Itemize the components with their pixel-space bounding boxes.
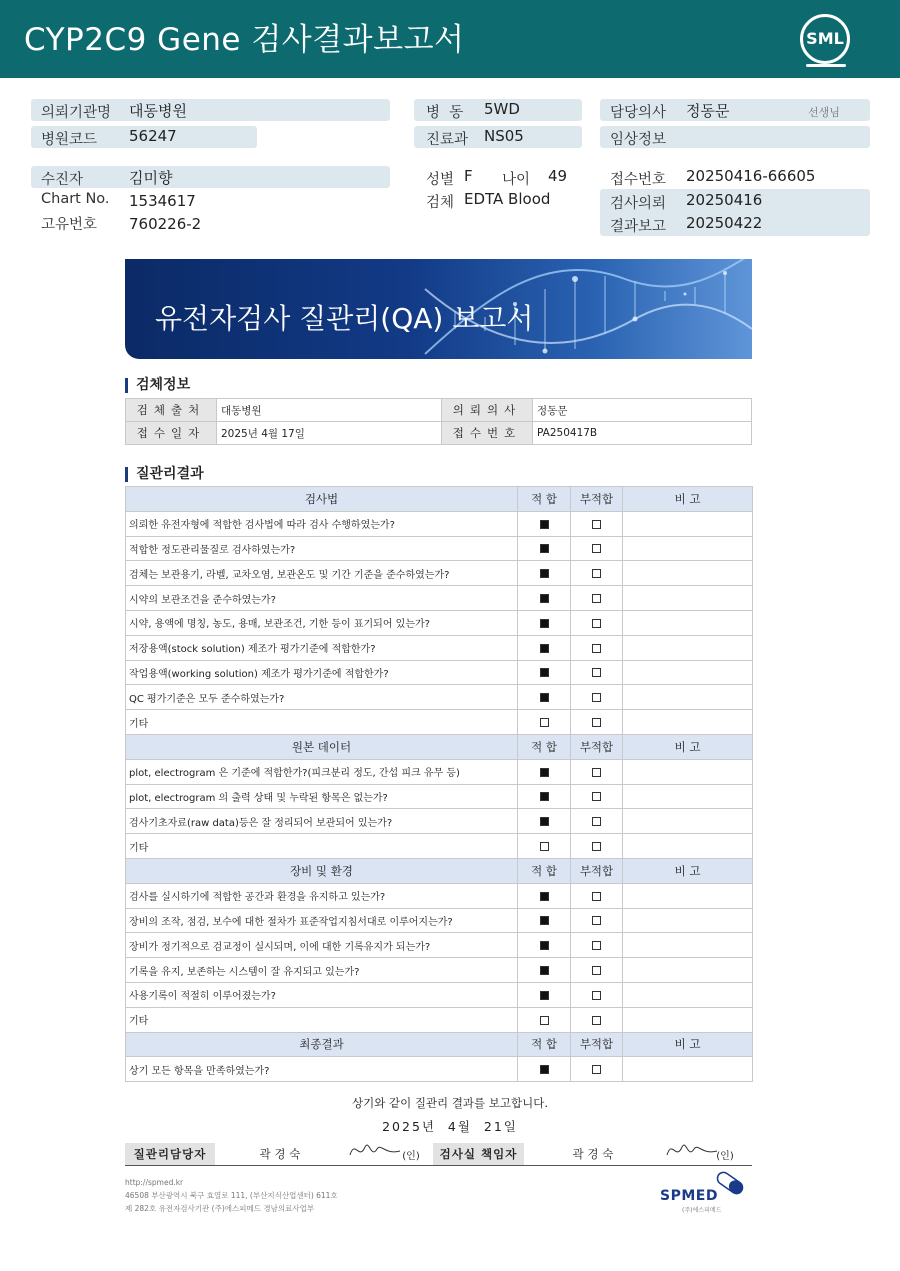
qa-item-row (126, 933, 753, 958)
qa-item-row (126, 511, 753, 536)
specimen-info-table (125, 398, 752, 445)
qa-note-cell (623, 561, 753, 586)
qa-col-fail: 부적합 (571, 734, 623, 759)
qa-pass-cell (518, 635, 571, 660)
qa-item-text: 검사를 실시하기에 적합한 공간과 환경을 유지하고 있는가? (126, 883, 518, 908)
qa-note-cell (623, 610, 753, 635)
qa-col-fail: 부적합 (571, 858, 623, 883)
qa-note-cell (623, 685, 753, 710)
sml-logo: SML (800, 14, 850, 64)
sex-value: F (464, 167, 473, 185)
chart-no-label: Chart No. (41, 191, 110, 207)
qa-fail-cell (571, 586, 623, 611)
report-date-value: 20250422 (686, 214, 763, 232)
pass-checkbox[interactable] (540, 792, 549, 801)
clinical-info-label: 임상정보 (610, 132, 667, 148)
pass-checkbox[interactable] (540, 892, 549, 901)
qa-item-row (126, 982, 753, 1007)
fail-checkbox[interactable] (592, 1065, 601, 1074)
qa-manager-label: 질관리담당자 (125, 1143, 215, 1166)
qa-group-header (126, 734, 753, 759)
fail-checkbox[interactable] (592, 569, 601, 578)
fail-checkbox[interactable] (592, 916, 601, 925)
qa-item-text: plot, electrogram 은 기준에 적합한가?(피크분리 정도, 간섭 피크 유무 등) (126, 759, 518, 784)
fail-checkbox[interactable] (592, 520, 601, 529)
department-value: NS05 (484, 127, 524, 145)
qa-note-cell (623, 958, 753, 983)
qa-item-row (126, 710, 753, 735)
source-label: 검체출처 (126, 399, 217, 422)
requester-value: 정동문 (533, 399, 752, 422)
qa-pass-cell (518, 834, 571, 859)
age-label: 나이 (502, 172, 531, 188)
qa-fail-cell (571, 1007, 623, 1032)
qa-item-text: 기타 (126, 710, 518, 735)
signature-scribble-icon (662, 1137, 722, 1161)
qa-item-row (126, 635, 753, 660)
qa-item-row (126, 958, 753, 983)
footer-registration: 제 282호 유전자검사기관 (주)에스피메드 경남의료사업부 (125, 1204, 315, 1213)
qa-item-row (126, 561, 753, 586)
qa-fail-cell (571, 610, 623, 635)
qa-group-header (126, 487, 753, 512)
specimen-section-title: 검체정보 (125, 378, 190, 393)
fail-checkbox[interactable] (592, 966, 601, 975)
qa-item-row (126, 586, 753, 611)
qa-col-note: 비 고 (623, 734, 753, 759)
qa-col-pass: 적 합 (518, 1032, 571, 1057)
qa-col-note: 비 고 (623, 1032, 753, 1057)
banner-title: 유전자검사 질관리(QA) 보고서 (155, 302, 534, 335)
unique-no-value: 760226-2 (129, 215, 202, 233)
ward-value: 5WD (484, 100, 520, 118)
qa-item-text: 장비가 정기적으로 검교정이 실시되며, 이에 대한 기록유지가 되는가? (126, 933, 518, 958)
qa-item-text: 저장용액(stock solution) 제조가 평가기준에 적합한가? (126, 635, 518, 660)
qa-group-name: 장비 및 환경 (126, 858, 518, 883)
qa-col-pass: 적 합 (518, 858, 571, 883)
seal-mark-1: (인) (402, 1150, 420, 1162)
qa-item-text: 사용기록이 적절히 이루어졌는가? (126, 982, 518, 1007)
qa-note-cell (623, 933, 753, 958)
qa-fail-cell (571, 883, 623, 908)
fail-checkbox[interactable] (592, 693, 601, 702)
qa-item-row (126, 883, 753, 908)
qa-item-text: 검사기초자료(raw data)등은 잘 정리되어 보관되어 있는가? (126, 809, 518, 834)
department-label: 진료과 (426, 132, 469, 148)
qa-note-cell (623, 511, 753, 536)
qa-fail-cell (571, 635, 623, 660)
qa-pass-cell (518, 536, 571, 561)
unique-no-label: 고유번호 (41, 217, 98, 233)
footer-url: http://spmed.kr (125, 1178, 184, 1187)
pass-checkbox[interactable] (540, 619, 549, 628)
qa-pass-cell (518, 908, 571, 933)
qa-fail-cell (571, 710, 623, 735)
qa-note-cell (623, 982, 753, 1007)
doctor-label: 담당의사 (610, 105, 667, 121)
qa-note-cell (623, 1057, 753, 1082)
qa-col-pass: 적 합 (518, 734, 571, 759)
qa-item-row (126, 1007, 753, 1032)
fail-checkbox[interactable] (592, 668, 601, 677)
qa-pass-cell (518, 759, 571, 784)
qa-section-title: 질관리결과 (125, 467, 204, 482)
hospital-code-label: 병원코드 (41, 132, 98, 148)
specimen-row-2 (126, 422, 752, 445)
fail-checkbox[interactable] (592, 892, 601, 901)
qa-note-cell (623, 834, 753, 859)
qa-manager-seal (345, 1143, 433, 1166)
qa-item-text: 기록을 유지, 보존하는 시스템이 잘 유지되고 있는가? (126, 958, 518, 983)
qa-item-text: 기타 (126, 1007, 518, 1032)
qa-note-cell (623, 635, 753, 660)
pass-checkbox[interactable] (540, 569, 549, 578)
qa-fail-cell (571, 511, 623, 536)
doctor-value: 정동문 (686, 102, 730, 120)
qa-col-note: 비 고 (623, 487, 753, 512)
pass-checkbox[interactable] (540, 817, 549, 826)
request-date-label: 검사의뢰 (610, 196, 667, 212)
qa-group-name: 검사법 (126, 487, 518, 512)
lab-head-label: 검사실 책임자 (433, 1143, 524, 1166)
pass-checkbox[interactable] (540, 1065, 549, 1074)
fail-checkbox[interactable] (592, 544, 601, 553)
source-value: 대동병원 (217, 399, 442, 422)
qa-group-header (126, 858, 753, 883)
patient-value: 김미향 (129, 169, 173, 187)
specimen-row-1 (126, 399, 752, 422)
age-value: 49 (548, 167, 568, 185)
request-date-value: 20250416 (686, 191, 763, 209)
pass-checkbox[interactable] (540, 520, 549, 529)
qa-pass-cell (518, 784, 571, 809)
qa-pass-cell (518, 660, 571, 685)
report-statement: 상기와 같이 질관리 결과를 보고합니다. (351, 1096, 549, 1110)
qa-pass-cell (518, 809, 571, 834)
qa-fail-cell (571, 759, 623, 784)
pass-checkbox[interactable] (540, 668, 549, 677)
specimen-no-label: 접수번호 (442, 422, 533, 445)
pass-checkbox[interactable] (540, 1016, 549, 1025)
qa-fail-cell (571, 685, 623, 710)
fail-checkbox[interactable] (592, 842, 601, 851)
qa-item-text: 검체는 보관용기, 라벨, 교차오염, 보관온도 및 기간 기준을 준수하였는가? (126, 561, 518, 586)
qa-item-row (126, 610, 753, 635)
institution-value: 대동병원 (129, 102, 187, 120)
pass-checkbox[interactable] (540, 768, 549, 777)
pass-checkbox[interactable] (540, 693, 549, 702)
qa-note-cell (623, 586, 753, 611)
qa-note-cell (623, 759, 753, 784)
qa-note-cell (623, 784, 753, 809)
qa-fail-cell (571, 958, 623, 983)
qa-item-text: 작업용액(working solution) 제조가 평가기준에 적합한가? (126, 660, 518, 685)
hospital-code-value: 56247 (129, 127, 177, 145)
fail-checkbox[interactable] (592, 991, 601, 1000)
qa-pass-cell (518, 883, 571, 908)
spmed-logo-text: SPMED (660, 1188, 718, 1204)
report-title: CYP2C9 Gene 검사결과보고서 (24, 22, 465, 58)
fail-checkbox[interactable] (592, 768, 601, 777)
qa-item-text: plot, electrogram 의 출력 상태 및 누락된 항목은 없는가? (126, 784, 518, 809)
sex-label: 성별 (426, 172, 455, 188)
qa-fail-cell (571, 933, 623, 958)
chart-no-value: 1534617 (129, 192, 196, 210)
qa-fail-cell (571, 660, 623, 685)
qa-item-text: 의뢰한 유전자형에 적합한 검사법에 따라 검사 수행하였는가? (126, 511, 518, 536)
specimen-no-value: PA250417B (533, 422, 752, 445)
pass-checkbox[interactable] (540, 644, 549, 653)
qa-fail-cell (571, 561, 623, 586)
qa-pass-cell (518, 982, 571, 1007)
qa-fail-cell (571, 809, 623, 834)
fail-checkbox[interactable] (592, 644, 601, 653)
pass-checkbox[interactable] (540, 966, 549, 975)
qa-pass-cell (518, 710, 571, 735)
qa-pass-cell (518, 586, 571, 611)
fail-checkbox[interactable] (592, 941, 601, 950)
pass-checkbox[interactable] (540, 991, 549, 1000)
qa-item-row (126, 908, 753, 933)
pass-checkbox[interactable] (540, 544, 549, 553)
qa-item-text: 상기 모든 항목을 만족하였는가? (126, 1057, 518, 1082)
receipt-date-value: 2025년 4월 17일 (217, 422, 442, 445)
qa-pass-cell (518, 933, 571, 958)
fail-checkbox[interactable] (592, 792, 601, 801)
qa-item-text: 기타 (126, 834, 518, 859)
qa-item-row (126, 660, 753, 685)
qa-fail-cell (571, 784, 623, 809)
qa-fail-cell (571, 536, 623, 561)
pass-checkbox[interactable] (540, 594, 549, 603)
qa-col-pass: 적 합 (518, 487, 571, 512)
spmed-logo (660, 1170, 750, 1215)
footer-address: 46508 부산광역시 북구 효열로 111, (부산지식산업센터) 611호 (125, 1191, 338, 1200)
requester-label: 의뢰의사 (442, 399, 533, 422)
qa-col-note: 비 고 (623, 858, 753, 883)
fail-checkbox[interactable] (592, 619, 601, 628)
pass-checkbox[interactable] (540, 718, 549, 727)
signature-scribble-icon (345, 1137, 405, 1161)
qa-item-row (126, 834, 753, 859)
qa-fail-cell (571, 834, 623, 859)
report-date-label: 결과보고 (610, 219, 667, 235)
qa-fail-cell (571, 982, 623, 1007)
receipt-date-label: 접수일자 (126, 422, 217, 445)
qa-manager-name: 곽 경 숙 (215, 1143, 345, 1166)
qa-note-cell (623, 710, 753, 735)
qa-group-name: 원본 데이터 (126, 734, 518, 759)
qa-note-cell (623, 1007, 753, 1032)
qa-pass-cell (518, 511, 571, 536)
qa-item-row (126, 784, 753, 809)
lab-head-name: 곽 경 숙 (524, 1143, 662, 1166)
qa-note-cell (623, 883, 753, 908)
qa-item-text: 시약, 용액에 명칭, 농도, 용매, 보관조건, 기한 등이 표기되어 있는가? (126, 610, 518, 635)
qa-note-cell (623, 908, 753, 933)
qa-pass-cell (518, 561, 571, 586)
qa-pass-cell (518, 958, 571, 983)
qa-col-fail: 부적합 (571, 1032, 623, 1057)
qa-pass-cell (518, 1057, 571, 1082)
qa-item-row (126, 685, 753, 710)
qa-note-cell (623, 536, 753, 561)
qa-pass-cell (518, 685, 571, 710)
patient-row (31, 166, 390, 188)
fail-checkbox[interactable] (592, 1016, 601, 1025)
spmed-logo-subtext: (주)에스피메드 (682, 1207, 722, 1214)
lab-head-seal (662, 1143, 752, 1166)
specimen-value: EDTA Blood (464, 190, 551, 208)
receipt-no-value: 20250416-66605 (686, 167, 816, 185)
pass-checkbox[interactable] (540, 916, 549, 925)
qa-note-cell (623, 660, 753, 685)
qa-pass-cell (518, 1007, 571, 1032)
doctor-suffix: 선생님 (808, 106, 840, 119)
qa-fail-cell (571, 1057, 623, 1082)
qa-item-row (126, 809, 753, 834)
qa-results-table (125, 486, 753, 1082)
institution-label: 의뢰기관명 (41, 105, 112, 121)
fail-checkbox[interactable] (592, 594, 601, 603)
fail-checkbox[interactable] (592, 718, 601, 727)
receipt-no-label: 접수번호 (610, 172, 667, 188)
report-date-text: 2025년 4월 21일 (382, 1119, 518, 1134)
qa-col-fail: 부적합 (571, 487, 623, 512)
qa-group-name: 최종결과 (126, 1032, 518, 1057)
qa-fail-cell (571, 908, 623, 933)
qa-item-text: 적합한 정도관리물질로 검사하였는가? (126, 536, 518, 561)
signature-table (125, 1143, 752, 1166)
fail-checkbox[interactable] (592, 817, 601, 826)
qa-note-cell (623, 809, 753, 834)
qa-item-text: QC 평가기준은 모두 준수하였는가? (126, 685, 518, 710)
seal-mark-2: (인) (716, 1150, 734, 1162)
qa-item-row (126, 759, 753, 784)
qa-pass-cell (518, 610, 571, 635)
pass-checkbox[interactable] (540, 941, 549, 950)
qa-banner (125, 259, 752, 359)
qa-item-row (126, 1057, 753, 1082)
ward-label: 병 동 (426, 105, 464, 121)
qa-item-text: 시약의 보관조건을 준수하였는가? (126, 586, 518, 611)
patient-label: 수진자 (41, 172, 84, 188)
qa-item-row (126, 536, 753, 561)
pass-checkbox[interactable] (540, 842, 549, 851)
qa-item-text: 장비의 조작, 점검, 보수에 대한 절차가 표준작업지침서대로 이루어지는가? (126, 908, 518, 933)
specimen-label: 검체 (426, 195, 455, 211)
qa-group-header (126, 1032, 753, 1057)
sml-logo-underline (806, 64, 846, 67)
